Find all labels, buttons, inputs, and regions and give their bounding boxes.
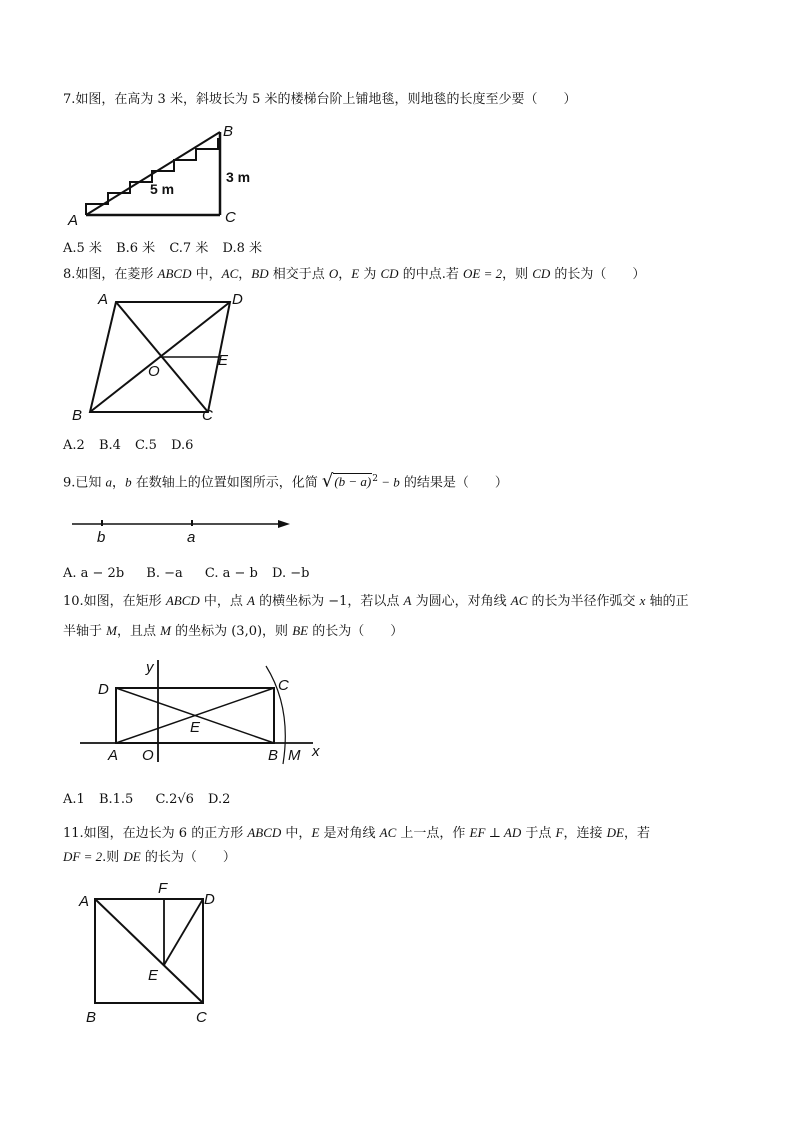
- q11-label-a: A: [79, 893, 90, 910]
- q8-label-c: C: [202, 407, 213, 424]
- q11-segment-de: [164, 899, 203, 965]
- q8-label-o: O: [148, 363, 160, 380]
- q10-label-d: D: [98, 681, 109, 698]
- q9-options: [63, 565, 319, 583]
- q11-label-c: C: [196, 1009, 207, 1026]
- q8-option-a: A.2: [63, 438, 85, 453]
- question-9-text: 9.已知 a，b 在数轴上的位置如图所示，化简 $√(b - a)^2 - b$ 的结果是（ ）: [63, 470, 508, 492]
- q9-label-a: a: [187, 529, 196, 546]
- q7-label-c: C: [225, 209, 236, 226]
- q7-option-d: D.8 米: [222, 241, 262, 256]
- q11-label-b: B: [86, 1009, 97, 1026]
- q7-option-b: B.6 米: [116, 241, 156, 256]
- q7-label-slope: 5 m: [150, 181, 175, 197]
- q9-label-b: b: [97, 529, 106, 546]
- q9-axis-arrow: [278, 520, 290, 528]
- q8-label-d: D: [232, 291, 243, 308]
- q8-option-d: D.6: [171, 438, 194, 453]
- q10-label-o: O: [142, 747, 154, 764]
- q10-option-b: B.1.5: [98, 792, 134, 807]
- q10-label-c: C: [278, 677, 289, 694]
- q9-option-b: B. −a: [146, 566, 183, 581]
- q10-options: [63, 791, 240, 809]
- q8-option-c: C.5: [135, 438, 157, 453]
- q11-label-f: F: [158, 880, 168, 897]
- q9-number-line: [70, 512, 310, 552]
- q10-label-b: B: [268, 747, 279, 764]
- q7-label-b: B: [223, 123, 234, 140]
- q11-label-e: E: [148, 967, 159, 984]
- q9-option-c: C. a − b: [204, 566, 258, 581]
- q9-option-a: A. a − 2b: [63, 566, 125, 581]
- q8-label-a: A: [98, 291, 109, 308]
- q11-diagonal-ac: [95, 899, 203, 1003]
- q7-label-height: 3 m: [226, 169, 251, 185]
- q7-label-a: A: [68, 212, 79, 229]
- question-7-text: 7.如图，在高为 3 米，斜坡长为 5 米的楼梯台阶上铺地毯，则地毯的长度至少要（ ）: [63, 92, 577, 107]
- q7-option-c: C.7 米: [169, 241, 209, 256]
- q8-option-b: B.4: [98, 438, 121, 453]
- q8-label-b: B: [72, 407, 83, 424]
- q11-label-d: D: [204, 891, 215, 908]
- question-10-line-2: 半轴于 M，且点 M 的坐标为 (3,0)，则 BE 的长为（ ）: [63, 623, 404, 639]
- question-10-line-1: 10.如图，在矩形 ABCD 中，点 A 的横坐标为 −1，若以点 A 为圆心，对角线 AC 的长为半径作弧交 x 轴的正: [63, 593, 689, 609]
- q8-figure: [68, 290, 268, 430]
- q10-label-a: A: [108, 747, 119, 764]
- q10-figure: [78, 652, 348, 772]
- q8-options: [63, 437, 203, 455]
- q10-label-x: x: [312, 743, 320, 760]
- question-11-line-2: DF = 2.则 DE 的长为（ ）: [63, 849, 236, 865]
- q10-label-e: E: [190, 719, 201, 736]
- question-8-text: 8.如图，在菱形 ABCD 中，AC，BD 相交于点 O，E 为 CD 的中点.若 OE = 2，则 CD 的长为（ ）: [63, 266, 646, 282]
- q10-option-d: D.2: [208, 792, 231, 807]
- q8-label-e: E: [218, 352, 229, 369]
- question-11-line-1: 11.如图，在边长为 6 的正方形 ABCD 中，E 是对角线 AC 上一点，作 EF ⊥ AD 于点 F，连接 DE，若: [63, 825, 650, 841]
- q7-figure: [68, 120, 268, 240]
- q10-label-m: M: [288, 747, 301, 764]
- q9-option-d: D. −b: [272, 566, 310, 581]
- q7-slope-line: [86, 132, 220, 215]
- q10-option-c: C.2√6: [155, 792, 194, 807]
- q10-label-y: y: [146, 659, 154, 676]
- q11-figure: [76, 876, 256, 1026]
- q9-sqrt-expression: $√(b - a)^2$: [321, 470, 378, 492]
- q10-option-a: A.1: [63, 792, 85, 807]
- q7-options: [63, 240, 272, 258]
- q7-option-a: A.5 米: [63, 241, 102, 256]
